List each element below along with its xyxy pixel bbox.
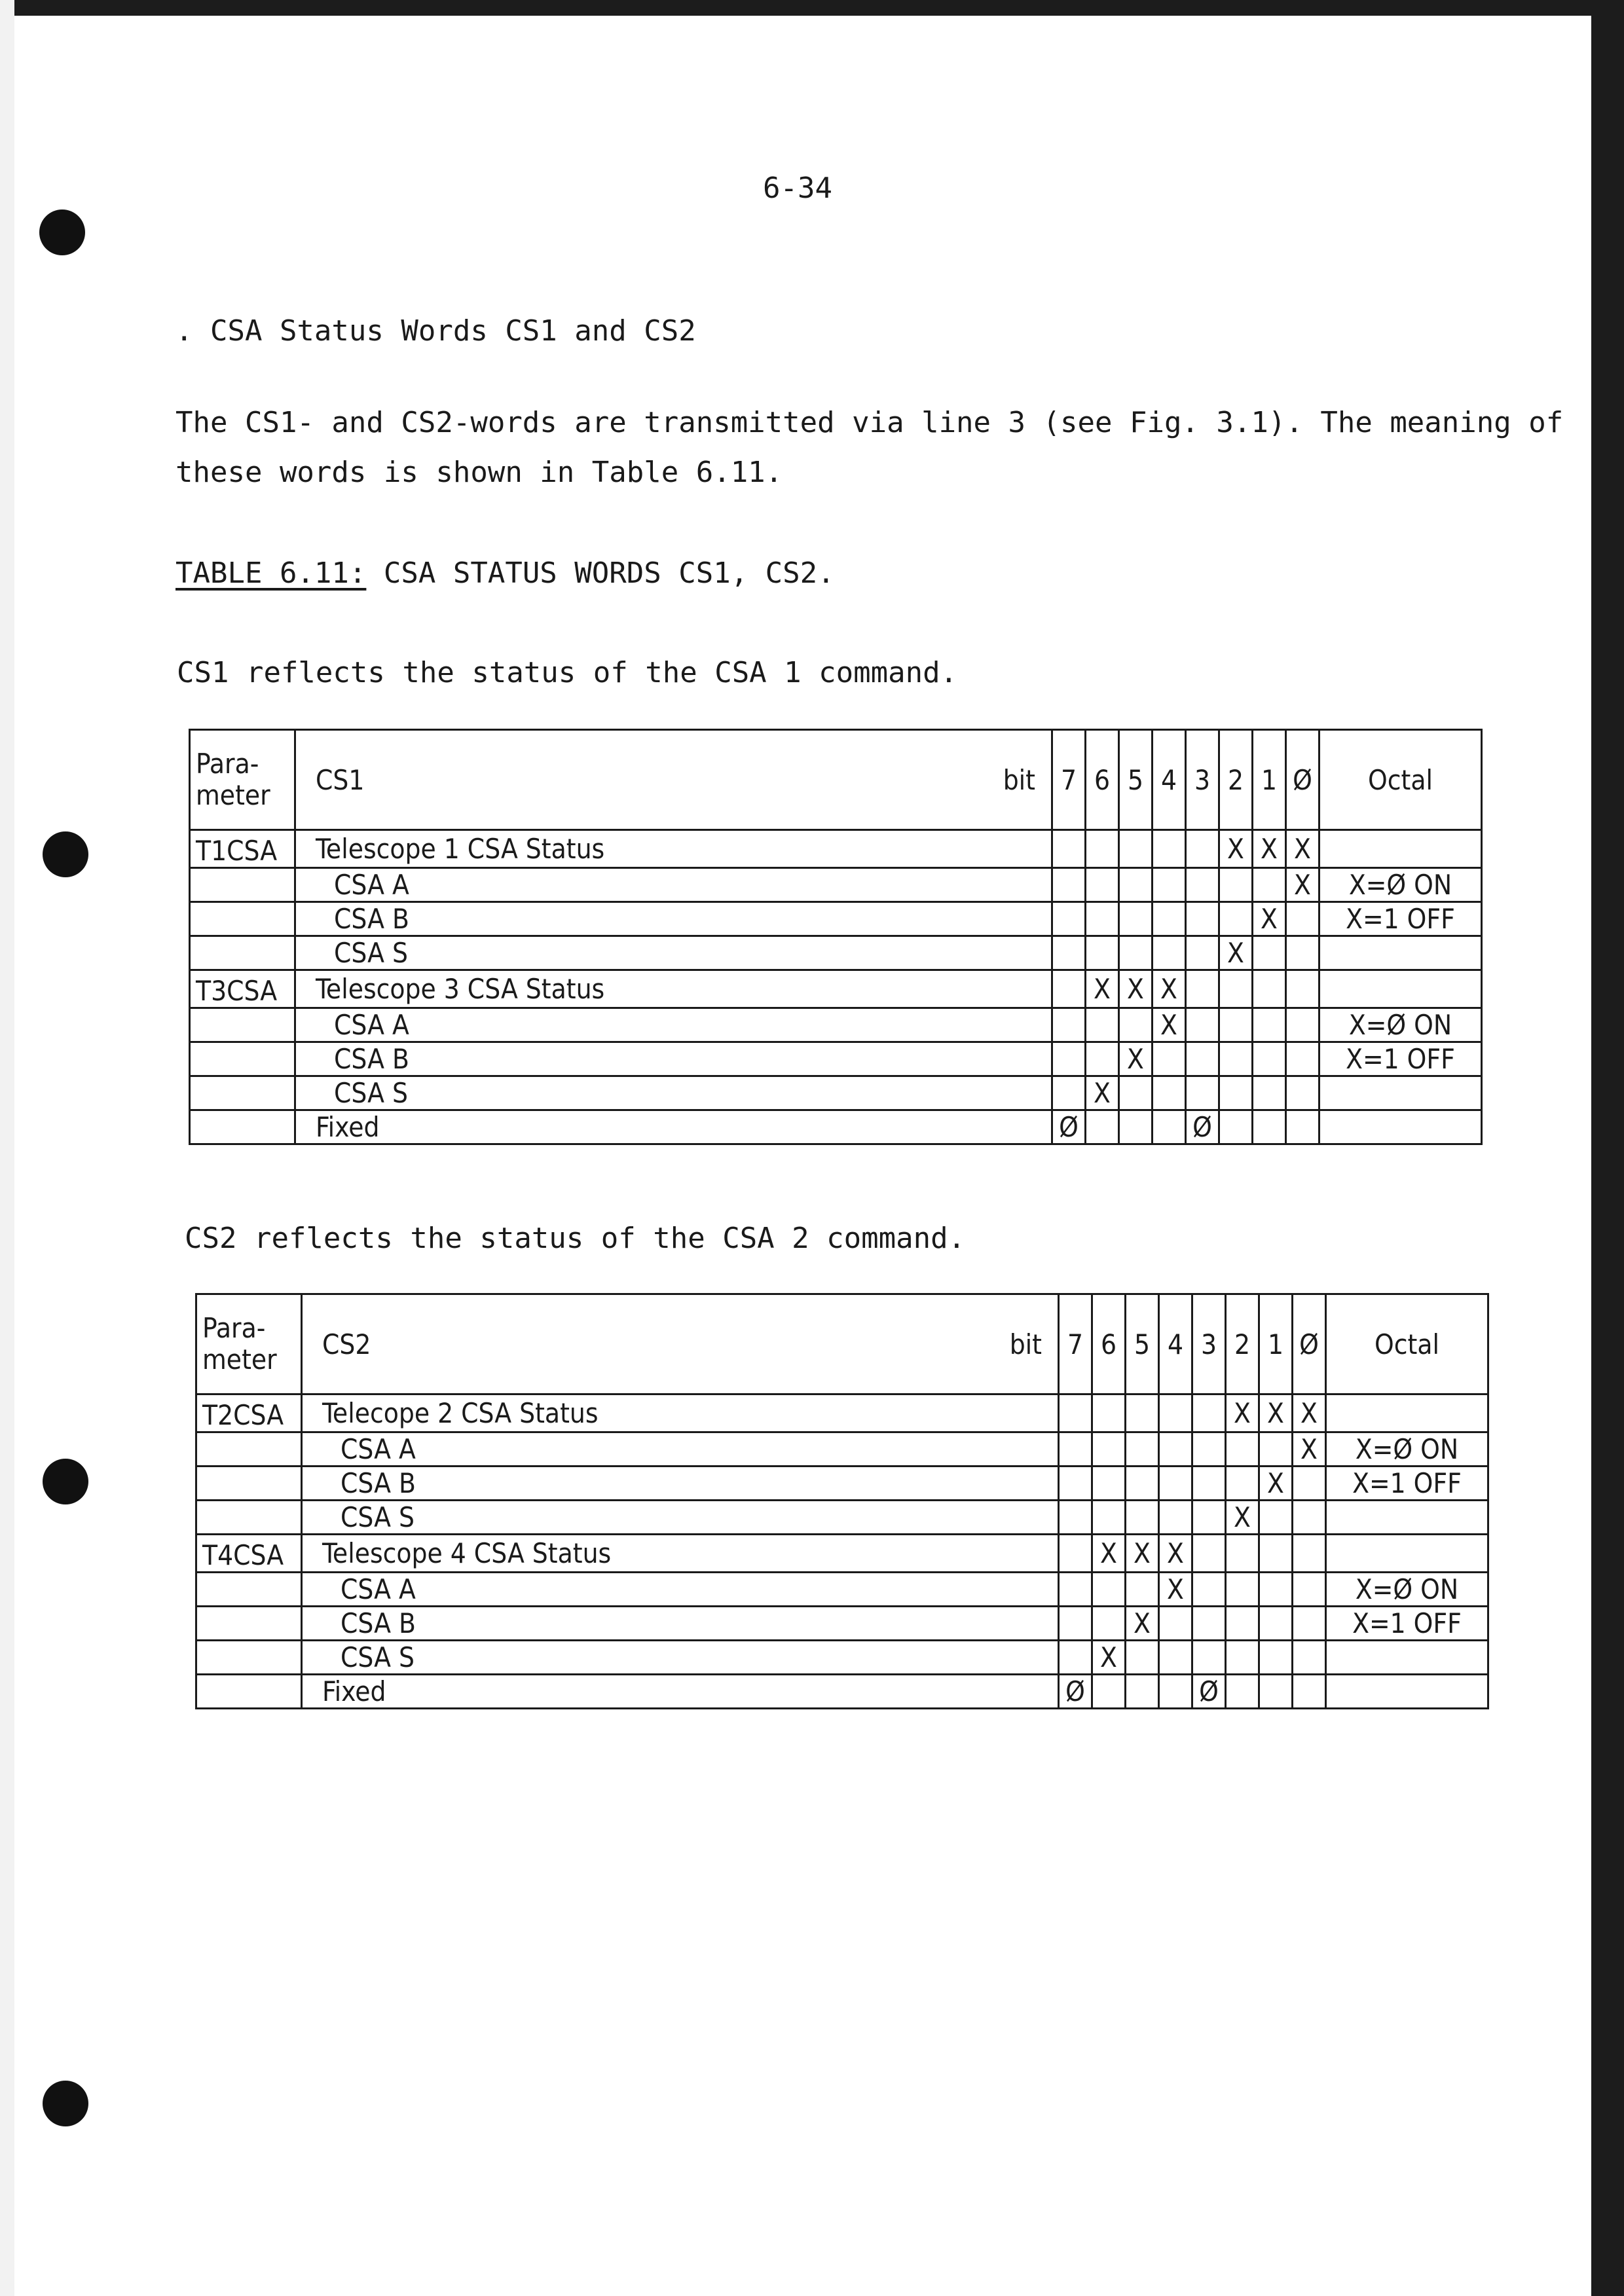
bit-number-header: 5 [1126,1294,1159,1394]
param-header: Para- meter [196,1294,302,1394]
bit-cell [1192,1607,1226,1641]
word-name: CS2 [322,1328,371,1360]
bit-cell: X [1126,1535,1159,1573]
octal-cell: X=1 OFF [1320,1042,1482,1076]
param-cell [190,1042,295,1076]
bit-cell [1159,1641,1192,1675]
description-cell: CSA B [295,1042,1052,1076]
param-cell [190,1076,295,1110]
bit-cell [1086,1110,1119,1144]
bit-cell: X [1126,1607,1159,1641]
bit-cell [1126,1467,1159,1501]
bit-cell [1126,1675,1159,1709]
param-cell [196,1641,302,1675]
bit-cell [1119,936,1153,970]
bit-cell [1186,868,1219,902]
cs2-status-table [195,1293,1489,1709]
bit-cell: X [1119,1042,1153,1076]
octal-cell [1326,1675,1488,1709]
bit-cell [1192,1641,1226,1675]
bit-cell [1219,902,1253,936]
octal-cell [1326,1535,1488,1573]
bit-cell [1159,1394,1192,1432]
bit-number-header: 4 [1159,1294,1192,1394]
bit-number-header: 3 [1186,730,1219,830]
table-row [190,902,1482,936]
bit-cell [1119,830,1153,868]
description-cell: Telescope 4 CSA Status [302,1535,1059,1573]
bit-cell [1219,1110,1253,1144]
bit-cell: X [1253,830,1286,868]
bit-cell [1153,1042,1186,1076]
bit-cell [1219,970,1253,1008]
param-cell [190,1110,295,1144]
bit-number-header: 2 [1226,1294,1259,1394]
bit-label: bit [1009,1328,1042,1360]
bit-cell: Ø [1059,1675,1092,1709]
bit-cell [1126,1394,1159,1432]
bit-number-header: Ø [1293,1294,1326,1394]
table-row [196,1573,1488,1607]
word-header-content [296,764,1051,796]
bit-cell [1226,1467,1259,1501]
octal-cell [1326,1394,1488,1432]
description-cell: CSA A [302,1432,1059,1467]
bit-cell [1092,1607,1126,1641]
bit-number-header: 1 [1253,730,1286,830]
table-row [196,1641,1488,1675]
octal-cell: X=1 OFF [1326,1607,1488,1641]
table-row [196,1501,1488,1535]
description-cell: CSA B [302,1467,1059,1501]
bit-cell [1092,1467,1126,1501]
param-cell [196,1675,302,1709]
bit-cell: Ø [1052,1110,1086,1144]
bit-cell [1219,1076,1253,1110]
bit-cell [1126,1573,1159,1607]
scan-right-edge [1591,0,1624,2296]
bit-cell [1192,1394,1226,1432]
bit-cell [1092,1573,1126,1607]
description-cell: Telescope 1 CSA Status [295,830,1052,868]
bit-cell [1052,936,1086,970]
table-row [190,1076,1482,1110]
bit-cell [1119,868,1153,902]
bit-cell [1186,1042,1219,1076]
param-cell [196,1432,302,1467]
bit-cell [1052,868,1086,902]
bit-cell [1259,1432,1293,1467]
binder-hole [39,210,85,255]
bit-number-header: 6 [1092,1294,1126,1394]
word-header [295,730,1052,830]
bit-cell: X [1159,1573,1192,1607]
bit-cell [1153,936,1186,970]
description-cell: CSA A [302,1573,1059,1607]
paragraph-line: these words is shown in Table 6.11. [175,456,783,489]
bit-number-header: 4 [1153,730,1186,830]
bit-number-header: 7 [1052,730,1086,830]
bit-cell [1192,1432,1226,1467]
bit-cell [1086,868,1119,902]
bit-number-header: 3 [1192,1294,1226,1394]
bit-cell [1192,1535,1226,1573]
param-cell: T3CSA [190,970,295,1008]
param-cell [196,1607,302,1641]
bit-cell [1059,1641,1092,1675]
bit-cell [1059,1432,1092,1467]
bit-cell: X [1293,1432,1326,1467]
cs1-intro: CS1 reflects the status of the CSA 1 command. [177,656,958,689]
octal-cell [1320,1110,1482,1144]
bit-cell [1153,1076,1186,1110]
paragraph-line: The CS1- and CS2-words are transmitted via line 3 (see Fig. 3.1). The meaning of [175,406,1564,439]
bit-cell [1052,902,1086,936]
bit-cell: X [1119,970,1153,1008]
binder-hole [43,831,88,877]
bit-cell [1226,1573,1259,1607]
bit-cell: X [1086,1076,1119,1110]
bit-cell [1052,1076,1086,1110]
bit-cell [1186,1076,1219,1110]
bit-cell: X [1259,1394,1293,1432]
bit-cell [1119,1008,1153,1042]
bit-cell [1159,1607,1192,1641]
table-row [190,1110,1482,1144]
bit-cell: X [1226,1394,1259,1432]
bit-cell [1293,1573,1326,1607]
bit-cell [1192,1467,1226,1501]
bit-cell [1293,1535,1326,1573]
section-heading: . CSA Status Words CS1 and CS2 [175,314,696,348]
param-cell [196,1573,302,1607]
bit-cell [1086,1008,1119,1042]
bit-cell [1186,936,1219,970]
description-cell: Fixed [295,1110,1052,1144]
bit-cell [1126,1501,1159,1535]
description-cell: Telescope 3 CSA Status [295,970,1052,1008]
bit-cell [1119,902,1153,936]
table-row [190,936,1482,970]
bit-cell [1052,1042,1086,1076]
bit-cell [1192,1573,1226,1607]
param-cell [196,1467,302,1501]
bit-cell [1186,1008,1219,1042]
bit-number-header: Ø [1286,730,1320,830]
bit-cell [1293,1641,1326,1675]
bit-cell [1286,970,1320,1008]
page-number: 6-34 [763,172,832,205]
binder-hole [43,1459,88,1504]
octal-cell: X=Ø ON [1326,1432,1488,1467]
param-cell [190,902,295,936]
param-cell [190,936,295,970]
bit-cell [1126,1432,1159,1467]
bit-cell [1219,1008,1253,1042]
octal-cell [1320,830,1482,868]
bit-cell: X [1219,936,1253,970]
bit-cell [1259,1675,1293,1709]
param-header: Para- meter [190,730,295,830]
table-row [190,1008,1482,1042]
bit-cell [1059,1607,1092,1641]
bit-cell: Ø [1186,1110,1219,1144]
bit-cell [1219,868,1253,902]
bit-cell [1293,1607,1326,1641]
octal-cell [1326,1501,1488,1535]
description-cell: CSA A [295,1008,1052,1042]
octal-cell [1320,970,1482,1008]
bit-cell [1253,936,1286,970]
bit-cell [1259,1641,1293,1675]
param-cell: T2CSA [196,1394,302,1432]
bit-cell [1059,1573,1092,1607]
bit-number-header: 1 [1259,1294,1293,1394]
bit-cell [1052,830,1086,868]
cs1-status-table [189,729,1483,1145]
table-caption-text: CSA STATUS WORDS CS1, CS2. [366,556,835,590]
bit-cell [1159,1432,1192,1467]
bit-cell: X [1153,970,1186,1008]
table-caption-label: TABLE 6.11: [175,556,367,590]
octal-cell: X=1 OFF [1326,1467,1488,1501]
bit-cell [1186,830,1219,868]
bit-cell [1059,1467,1092,1501]
table-row [196,1394,1488,1432]
octal-cell [1326,1641,1488,1675]
bit-cell: X [1226,1501,1259,1535]
bit-cell [1126,1641,1159,1675]
bit-cell [1226,1675,1259,1709]
bit-cell [1253,1110,1286,1144]
description-cell: CSA S [295,936,1052,970]
bit-cell: X [1159,1535,1192,1573]
table-row [196,1432,1488,1467]
bit-cell [1059,1394,1092,1432]
bit-cell [1293,1467,1326,1501]
bit-cell: X [1092,1535,1126,1573]
bit-cell: X [1286,830,1320,868]
bit-cell [1186,970,1219,1008]
bit-cell [1153,868,1186,902]
bit-cell [1153,830,1186,868]
table-row [196,1675,1488,1709]
description-cell: CSA B [302,1607,1059,1641]
bit-cell [1286,1076,1320,1110]
bit-cell: X [1153,1008,1186,1042]
bit-number-header: 2 [1219,730,1253,830]
bit-cell [1286,936,1320,970]
scan-top-edge [0,0,1624,16]
octal-cell [1320,1076,1482,1110]
bit-cell: X [1293,1394,1326,1432]
bit-cell [1293,1501,1326,1535]
bit-cell [1253,868,1286,902]
octal-cell: X=1 OFF [1320,902,1482,936]
octal-header: Octal [1320,730,1482,830]
cs2-intro: CS2 reflects the status of the CSA 2 command. [185,1222,966,1255]
description-cell: Fixed [302,1675,1059,1709]
scan-left-edge [0,0,14,2296]
bit-cell [1259,1607,1293,1641]
table-row [196,1607,1488,1641]
table-caption [175,556,835,590]
table-header-row [190,730,1482,830]
table-row [190,868,1482,902]
octal-header: Octal [1326,1294,1488,1394]
table-row [196,1467,1488,1501]
bit-cell [1259,1501,1293,1535]
bit-cell [1086,902,1119,936]
bit-cell [1052,1008,1086,1042]
bit-cell [1286,902,1320,936]
bit-cell [1086,830,1119,868]
description-cell: CSA S [302,1501,1059,1535]
description-cell: CSA S [302,1641,1059,1675]
bit-cell [1192,1501,1226,1535]
bit-number-header: 5 [1119,730,1153,830]
param-cell: T1CSA [190,830,295,868]
bit-cell [1086,936,1119,970]
bit-cell [1153,1110,1186,1144]
bit-cell [1092,1432,1126,1467]
bit-cell [1226,1607,1259,1641]
word-name: CS1 [316,763,365,796]
bit-cell [1153,902,1186,936]
bit-cell: X [1253,902,1286,936]
bit-cell [1286,1042,1320,1076]
bit-cell [1253,1042,1286,1076]
bit-cell [1286,1008,1320,1042]
bit-cell [1259,1535,1293,1573]
bit-cell [1059,1501,1092,1535]
bit-label: bit [1003,763,1035,796]
table-row [190,830,1482,868]
octal-cell: X=Ø ON [1320,1008,1482,1042]
param-cell [196,1501,302,1535]
description-cell: CSA S [295,1076,1052,1110]
bit-cell [1159,1675,1192,1709]
bit-cell [1253,1076,1286,1110]
description-cell: CSA B [295,902,1052,936]
word-header [302,1294,1059,1394]
description-cell: CSA A [295,868,1052,902]
param-cell [190,1008,295,1042]
octal-cell [1320,936,1482,970]
bit-cell [1159,1501,1192,1535]
bit-cell [1092,1675,1126,1709]
table-row [190,1042,1482,1076]
bit-cell: X [1086,970,1119,1008]
bit-cell [1092,1394,1126,1432]
bit-cell [1086,1042,1119,1076]
bit-cell [1059,1535,1092,1573]
bit-cell: X [1259,1467,1293,1501]
binder-hole [43,2081,88,2126]
bit-cell [1253,1008,1286,1042]
bit-cell [1226,1535,1259,1573]
bit-number-header: 6 [1086,730,1119,830]
param-cell: T4CSA [196,1535,302,1573]
bit-cell: X [1219,830,1253,868]
table-row [196,1535,1488,1573]
bit-cell [1226,1432,1259,1467]
table-header-row [196,1294,1488,1394]
bit-cell [1286,1110,1320,1144]
bit-cell [1159,1467,1192,1501]
bit-cell [1226,1641,1259,1675]
bit-cell: Ø [1192,1675,1226,1709]
bit-number-header: 7 [1059,1294,1092,1394]
octal-cell: X=Ø ON [1326,1573,1488,1607]
bit-cell [1259,1573,1293,1607]
bit-cell: X [1092,1641,1126,1675]
bit-cell: X [1286,868,1320,902]
bit-cell [1293,1675,1326,1709]
word-header-content [303,1328,1058,1360]
bit-cell [1119,1076,1153,1110]
bit-cell [1119,1110,1153,1144]
bit-cell [1253,970,1286,1008]
bit-cell [1186,902,1219,936]
octal-cell: X=Ø ON [1320,868,1482,902]
bit-cell [1092,1501,1126,1535]
table-row [190,970,1482,1008]
description-cell: Telecope 2 CSA Status [302,1394,1059,1432]
bit-cell [1219,1042,1253,1076]
bit-cell [1052,970,1086,1008]
param-cell [190,868,295,902]
